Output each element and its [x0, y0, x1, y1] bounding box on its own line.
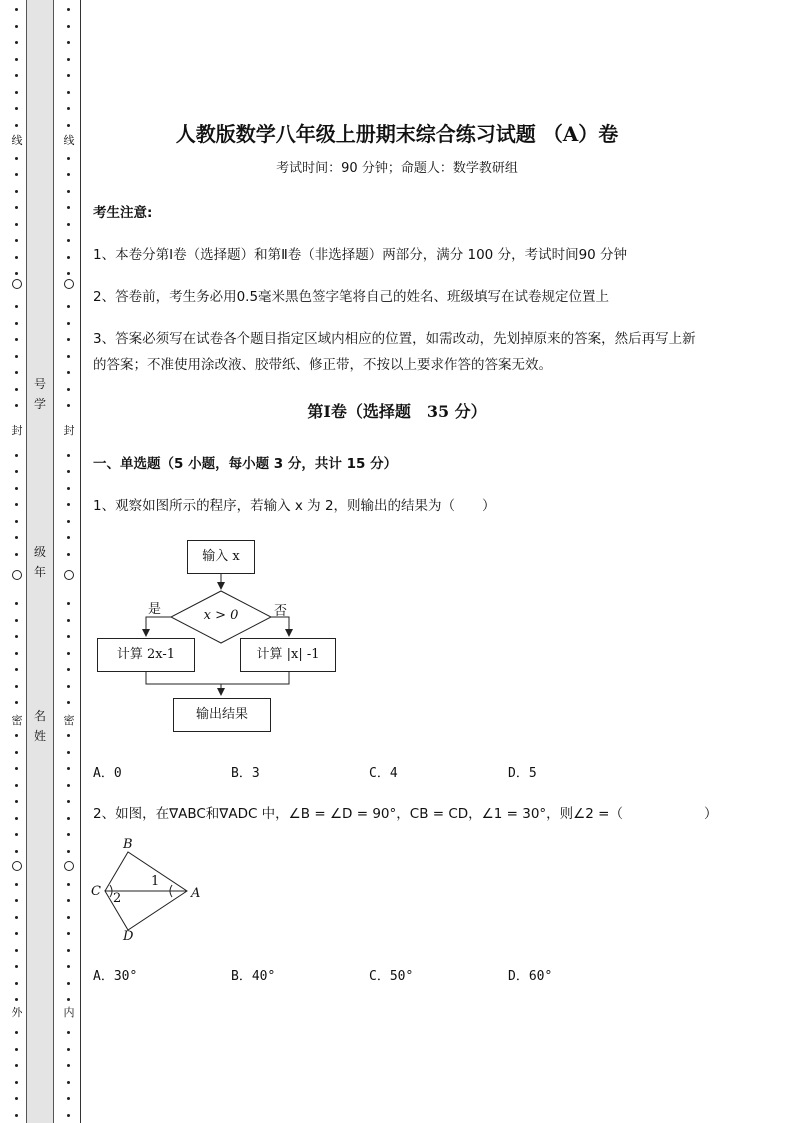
binding-dot [15, 916, 18, 919]
geometry-figure [90, 835, 220, 947]
binding-dot [67, 553, 70, 556]
binding-dot [67, 355, 70, 358]
field-label-char: 年 [33, 565, 46, 579]
binding-dot [67, 800, 70, 803]
binding-dot [67, 536, 70, 539]
q1-option-b[interactable]: B．3 [231, 766, 260, 781]
binding-dot [15, 965, 18, 968]
binding-dot [67, 916, 70, 919]
binding-dot [15, 1081, 18, 1084]
binding-dot [15, 899, 18, 902]
field-label-char: 姓 [33, 729, 46, 743]
binding-dot [67, 1114, 70, 1117]
binding-dot [67, 602, 70, 605]
q2-option-d[interactable]: D．60° [508, 969, 553, 984]
binding-marker-label: 密 [8, 712, 26, 728]
binding-dot [15, 784, 18, 787]
binding-dot [67, 25, 70, 28]
quadrilateral-lines [90, 835, 220, 947]
question-2-stem: 2、如图，在∇ABC和∇ADC 中，∠B = ∠D = 90°，CB = CD，∠1 = 30°，则∠2 =（ ） [93, 806, 718, 822]
angle2-label: 2 [113, 891, 122, 906]
binding-dot [67, 965, 70, 968]
binding-dot [67, 74, 70, 77]
binding-dot [15, 272, 18, 275]
binding-dot [67, 1081, 70, 1084]
vertex-b-label: B [123, 837, 133, 852]
binding-dot [67, 454, 70, 457]
binding-dot [15, 74, 18, 77]
binding-dot [15, 25, 18, 28]
binding-marker-label: 线 [60, 132, 78, 148]
question-1-stem: 1、观察如图所示的程序，若输入 x 为 2，则输出的结果为（ ） [93, 498, 496, 514]
binding-dot [15, 190, 18, 193]
field-label [32, 706, 48, 746]
binding-marker-label: 内 [60, 1004, 78, 1020]
binding-dot [15, 949, 18, 952]
flow-condition: x > 0 [203, 608, 239, 623]
binding-dot [67, 1031, 70, 1034]
binding-dot [67, 635, 70, 638]
binding-circle-icon [12, 570, 22, 580]
binding-dot [67, 520, 70, 523]
binding-dot [15, 206, 18, 209]
binding-dot [67, 1064, 70, 1067]
binding-dot [67, 751, 70, 754]
binding-dot [67, 503, 70, 506]
binding-dot [15, 470, 18, 473]
notice-item: 2、答卷前，考生务必用0.5毫米黑色签字笔将自己的姓名、班级填写在试卷规定位置上 [93, 289, 610, 305]
field-label-char: 号 [33, 377, 46, 391]
binding-dot [15, 701, 18, 704]
binding-marker-label: 封 [60, 422, 78, 438]
binding-circle-icon [12, 279, 22, 289]
notice-item: 3、答案必须写在试卷各个题目指定区域内相应的位置，如需改动，先划掉原来的答案，然后再写上新 [93, 331, 696, 347]
q1-option-a[interactable]: A．0 [93, 766, 122, 781]
binding-dot [67, 850, 70, 853]
binding-dot [67, 833, 70, 836]
flow-yes-label: 是 [148, 602, 162, 617]
binding-dot [15, 8, 18, 11]
binding-dot [15, 998, 18, 1001]
binding-dot [15, 322, 18, 325]
q1-option-c[interactable]: C．4 [369, 766, 398, 781]
binding-dot [67, 322, 70, 325]
binding-circle-icon [64, 861, 74, 871]
binding-circle-icon [64, 279, 74, 289]
binding-dot [67, 107, 70, 110]
binding-dot [15, 1031, 18, 1034]
exam-info: 考试时间：90 分钟；命题人：数学教研组 [276, 161, 518, 176]
binding-dot [15, 1048, 18, 1051]
binding-dot [15, 767, 18, 770]
binding-dot [67, 668, 70, 671]
binding-dot [67, 239, 70, 242]
binding-dot [67, 734, 70, 737]
binding-dot [67, 256, 70, 259]
notice-item: 1、本卷分第Ⅰ卷（选择题）和第Ⅱ卷（非选择题）两部分，满分 100 分，考试时间90 分钟 [93, 247, 628, 263]
binding-dot [15, 388, 18, 391]
binding-dot [67, 982, 70, 985]
field-grade [32, 542, 48, 582]
binding-dot [15, 503, 18, 506]
binding-dot [67, 883, 70, 886]
binding-dot [15, 982, 18, 985]
binding-dot [67, 223, 70, 226]
binding-dot [67, 91, 70, 94]
binding-dot [15, 454, 18, 457]
angle1-label: 1 [151, 874, 160, 889]
binding-dot [15, 652, 18, 655]
binding-dot [15, 619, 18, 622]
binding-marker-label: 外 [8, 1004, 26, 1020]
binding-dot [67, 338, 70, 341]
binding-dot [67, 949, 70, 952]
binding-dot [15, 817, 18, 820]
q2-option-c[interactable]: C．50° [369, 969, 414, 984]
binding-dot [15, 487, 18, 490]
field-label-char: 名 [33, 709, 46, 723]
binding-dot [67, 470, 70, 473]
binding-dot [15, 91, 18, 94]
binding-dot [15, 751, 18, 754]
flow-left-calc-box: 计算 2x-1 [97, 638, 195, 672]
flow-no-label: 否 [274, 604, 288, 619]
q2-option-b[interactable]: B．40° [231, 969, 276, 984]
binding-dot [15, 305, 18, 308]
binding-dot [15, 41, 18, 44]
binding-dot [67, 305, 70, 308]
binding-marker-label: 封 [8, 422, 26, 438]
flow-right-calc-box: 计算 |x| -1 [240, 638, 336, 672]
binding-dot [15, 685, 18, 688]
binding-dot [67, 784, 70, 787]
binding-dot [67, 1048, 70, 1051]
binding-dot [67, 685, 70, 688]
binding-dot [67, 388, 70, 391]
binding-dot [15, 668, 18, 671]
binding-dot [15, 256, 18, 259]
binding-dot [67, 58, 70, 61]
vertex-d-label: D [123, 929, 134, 944]
part-heading: 一、单选题（5 小题，每小题 3 分，共计 15 分） [93, 456, 398, 472]
binding-marker-label: 线 [8, 132, 26, 148]
binding-dot [15, 1064, 18, 1067]
flow-output-box: 输出结果 [173, 698, 271, 732]
binding-circle-icon [64, 570, 74, 580]
binding-dot [15, 734, 18, 737]
binding-circle-icon [12, 861, 22, 871]
binding-dot [67, 190, 70, 193]
binding-dot [15, 536, 18, 539]
binding-dot [67, 487, 70, 490]
field-label [32, 542, 48, 582]
q1-option-d[interactable]: D．5 [508, 766, 537, 781]
binding-dot [15, 520, 18, 523]
binding-dot [15, 833, 18, 836]
binding-dot [67, 272, 70, 275]
binding-dot [15, 223, 18, 226]
binding-dot [15, 371, 18, 374]
binding-dot [67, 206, 70, 209]
binding-dot [67, 932, 70, 935]
binding-marker-label: 密 [60, 712, 78, 728]
flowchart [96, 538, 346, 738]
binding-dot [15, 1097, 18, 1100]
binding-dot [15, 800, 18, 803]
binding-dot [15, 355, 18, 358]
binding-dot [67, 817, 70, 820]
binding-dot [67, 371, 70, 374]
binding-dot [67, 8, 70, 11]
binding-dot [15, 635, 18, 638]
binding-dot [15, 602, 18, 605]
binding-dot [15, 932, 18, 935]
notice-heading: 考生注意: [93, 205, 153, 221]
binding-dot [67, 767, 70, 770]
q2-option-a[interactable]: A．30° [93, 969, 138, 984]
binding-dot [15, 883, 18, 886]
binding-dot [67, 701, 70, 704]
field-label-char: 学 [33, 397, 46, 411]
binding-dot [15, 239, 18, 242]
binding-dot [67, 652, 70, 655]
binding-dot [67, 619, 70, 622]
field-name [32, 706, 48, 746]
page-title: 人教版数学八年级上册期末综合练习试题 （A）卷 [175, 122, 619, 146]
binding-dot [15, 850, 18, 853]
field-label-char: 级 [33, 545, 46, 559]
vertex-c-label: C [91, 884, 101, 899]
binding-dot [67, 1097, 70, 1100]
binding-dot [15, 58, 18, 61]
binding-dot [67, 41, 70, 44]
notice-item: 的答案；不准使用涂改液、胶带纸、修正带，不按以上要求作答的答案无效。 [93, 357, 552, 373]
flow-input-box: 输入 x [187, 540, 255, 574]
binding-dot [15, 338, 18, 341]
binding-dot [67, 899, 70, 902]
binding-dot [15, 107, 18, 110]
section-title: 第Ⅰ卷（选择题 35 分） [307, 402, 487, 421]
binding-dot [15, 1114, 18, 1117]
binding-dot [15, 553, 18, 556]
vertex-a-label: A [191, 886, 201, 901]
binding-dot [67, 998, 70, 1001]
